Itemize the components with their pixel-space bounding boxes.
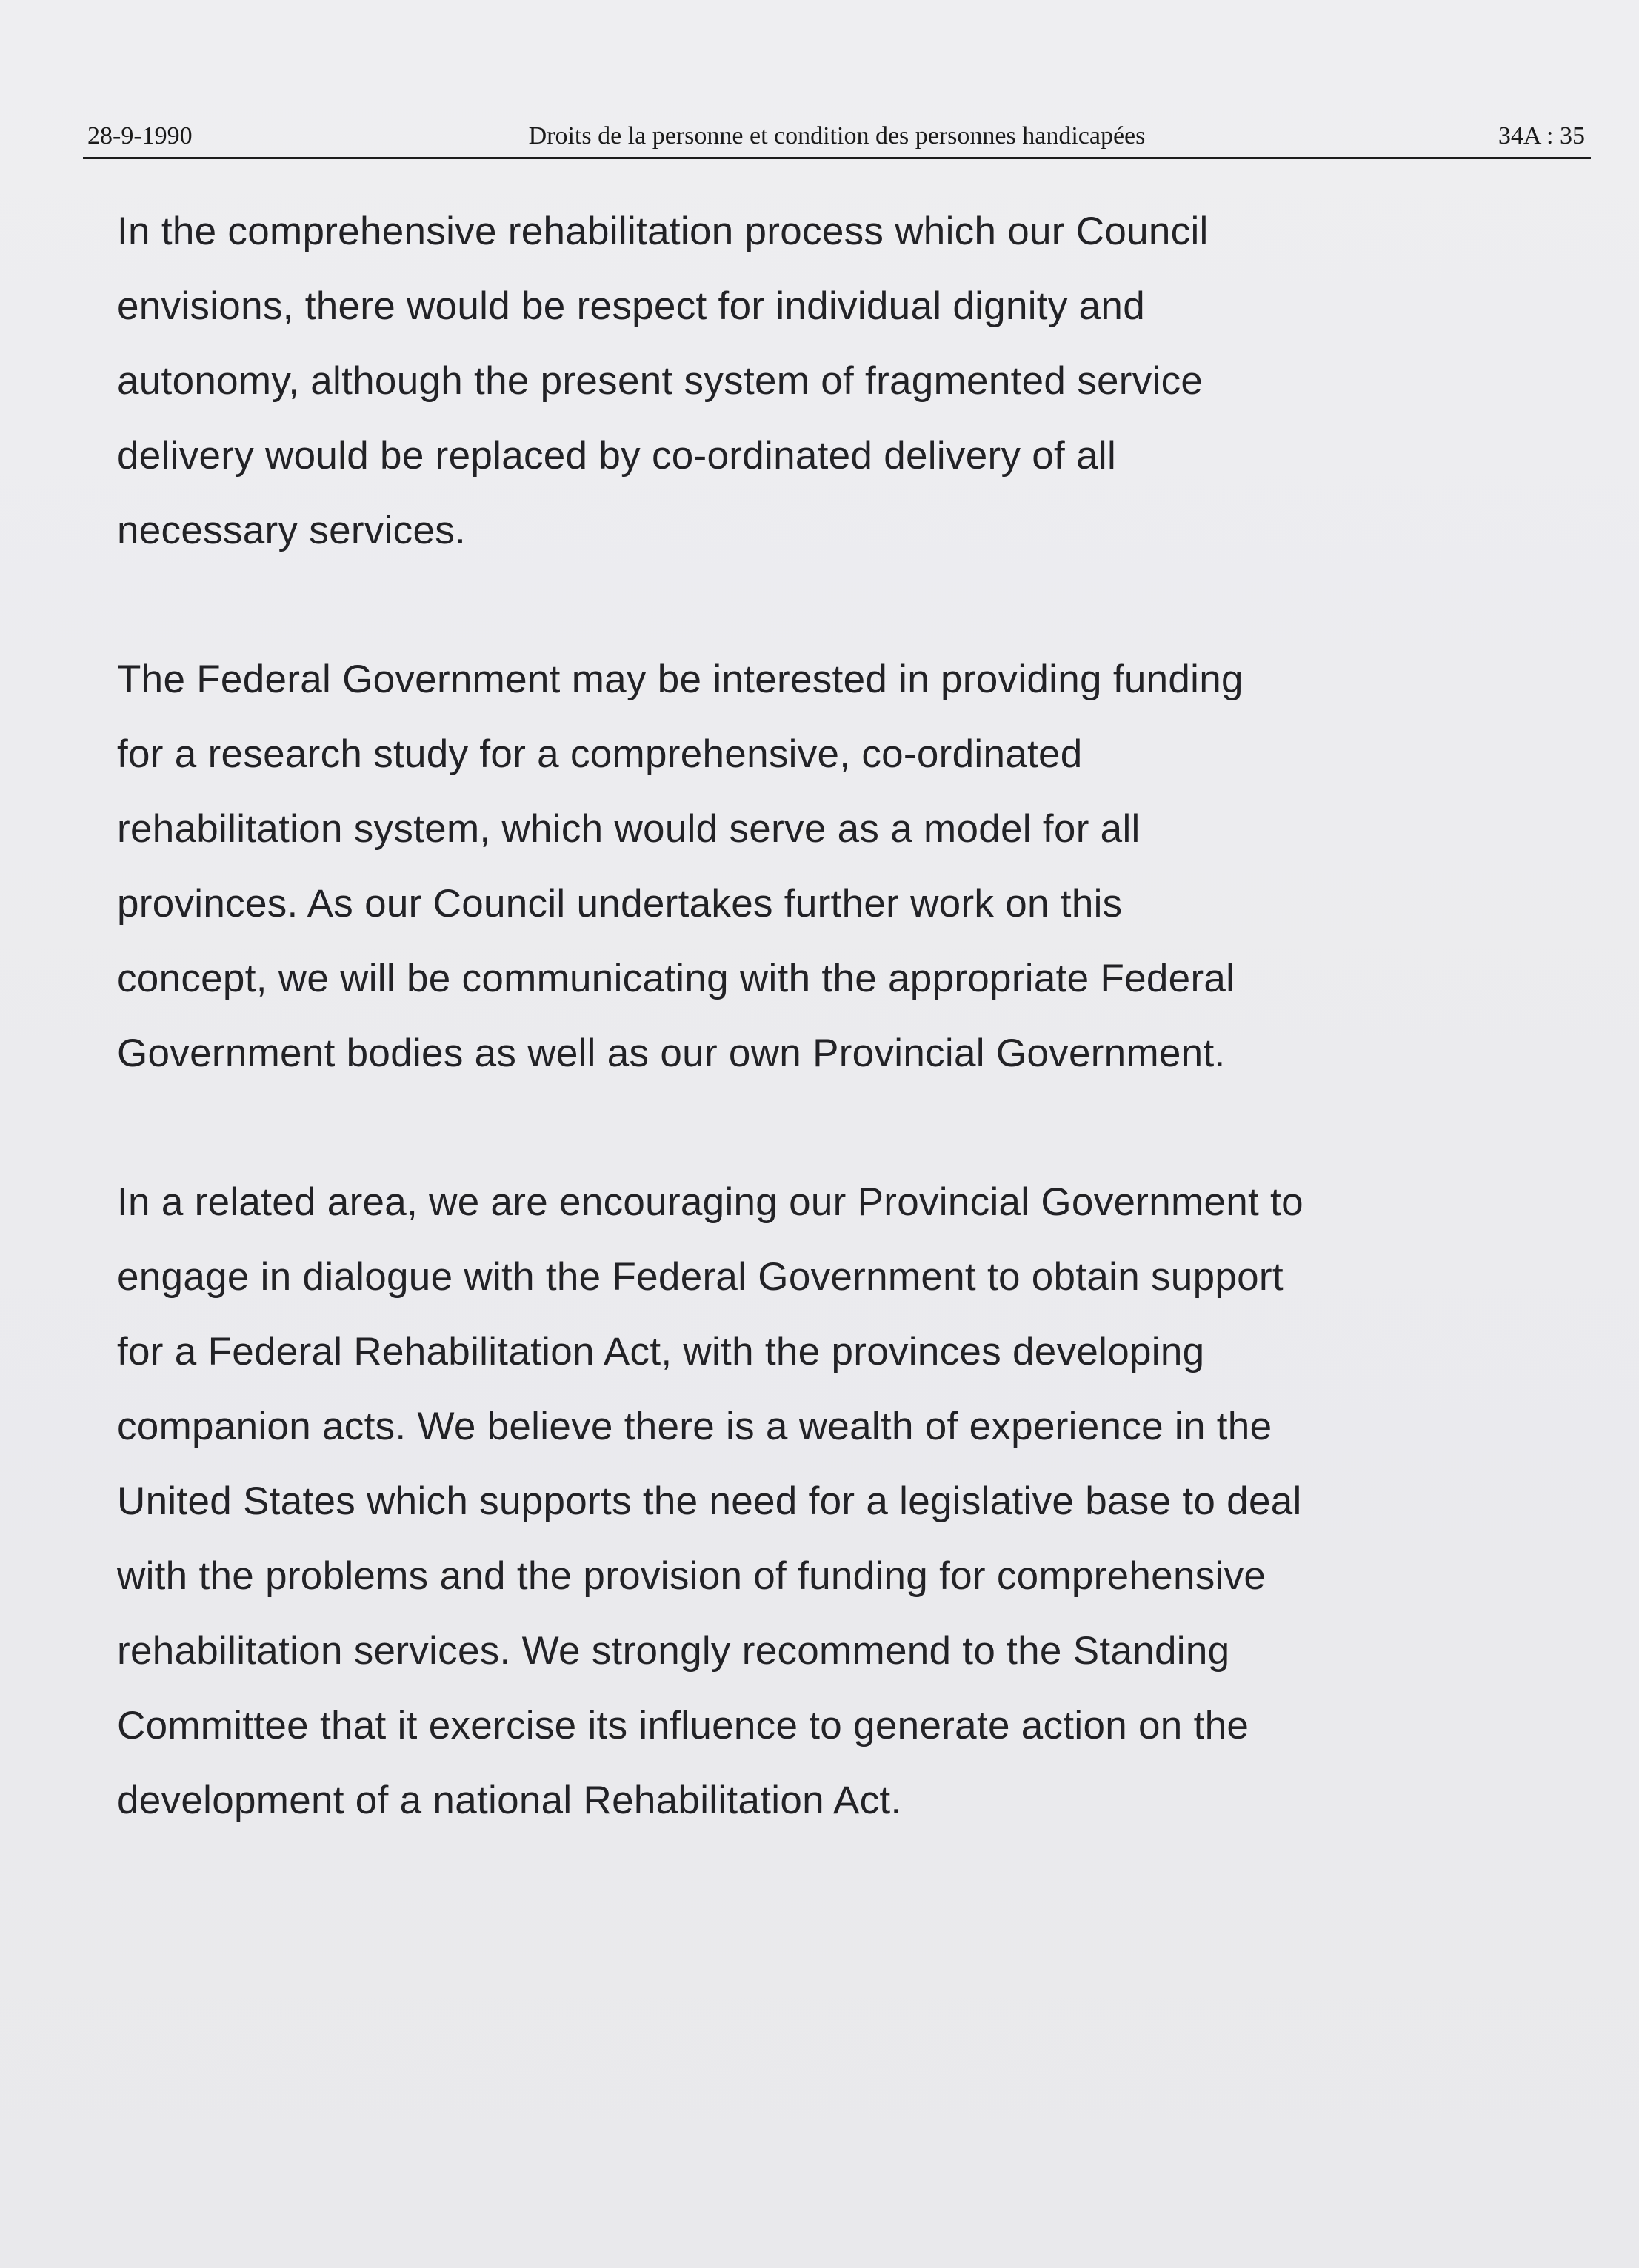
text-line: autonomy, although the present system of fragmented service	[117, 359, 1204, 403]
text-line: development of a national Rehabilitation Act.	[117, 1779, 902, 1822]
text-line: concept, we will be communicating with the appropriate Federal	[117, 957, 1235, 1000]
text-line: with the problems and the provision of funding for comprehensive	[117, 1554, 1266, 1598]
text-line: necessary services.	[117, 509, 467, 552]
text-line: Government bodies as well as our own Provincial Government.	[117, 1031, 1226, 1075]
text-line: rehabilitation system, which would serve as a model for all	[117, 807, 1141, 851]
text-line: In a related area, we are encouraging our Provincial Government to	[117, 1180, 1303, 1224]
header-date: 28-9-1990	[87, 122, 193, 150]
text-line: The Federal Government may be interested in providing funding	[117, 658, 1244, 701]
text-line: for a research study for a comprehensive, co-ordinated	[117, 732, 1083, 776]
text-line: delivery would be replaced by co-ordinated delivery of all	[117, 434, 1117, 478]
text-line: provinces. As our Council undertakes further work on this	[117, 882, 1123, 926]
paragraph-1	[117, 194, 1569, 568]
text-line: for a Federal Rehabilitation Act, with the provinces developing	[117, 1330, 1205, 1374]
body-text	[117, 194, 1569, 1838]
text-line: envisions, there would be respect for individual dignity and	[117, 284, 1145, 328]
text-line: In the comprehensive rehabilitation process which our Council	[117, 210, 1209, 253]
header-title: Droits de la personne et condition des personnes handicapées	[528, 122, 1146, 150]
paragraph-2	[117, 642, 1569, 1091]
text-line: rehabilitation services. We strongly recommend to the Standing	[117, 1629, 1230, 1673]
text-line: companion acts. We believe there is a wealth of experience in the	[117, 1405, 1272, 1448]
paragraph-3	[117, 1165, 1569, 1838]
text-line: engage in dialogue with the Federal Government to obtain support	[117, 1255, 1284, 1299]
header-page-number: 34A : 35	[1498, 122, 1585, 150]
text-line: United States which supports the need for a legislative base to deal	[117, 1479, 1302, 1523]
page-header	[83, 118, 1591, 159]
text-line: Committee that it exercise its influence to generate action on the	[117, 1704, 1249, 1747]
